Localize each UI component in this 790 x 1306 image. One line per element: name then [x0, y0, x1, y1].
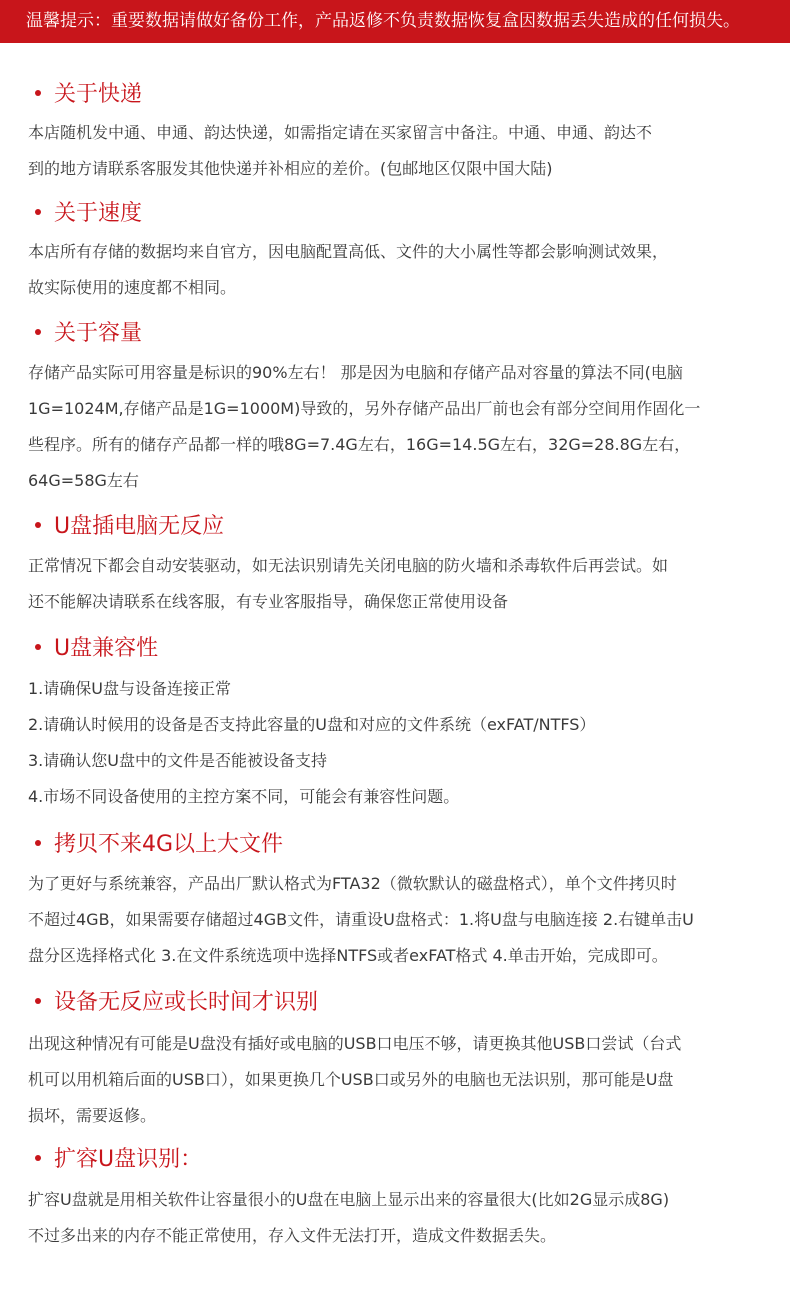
section-line: 扩容U盘就是用相关软件让容量很小的U盘在电脑上显示出来的容量很大(比如2G显示成8G)	[28, 1190, 670, 1209]
section-line: 存储产品实际可用容量是标识的90%左右！ 那是因为电脑和存储产品对容量的算法不同(电脑	[28, 363, 683, 382]
section-line: 1G=1024M,存储产品是1G=1000M)导致的，另外存储产品出厂前也会有部分空间用作固化一	[28, 399, 701, 418]
section-title-compatibility	[30, 634, 158, 664]
section-line: 不过多出来的内存不能正常使用，存入文件无法打开，造成文件数据丢失。	[28, 1226, 557, 1245]
section-line: 为了更好与系统兼容，产品出厂默认格式为FTA32（微软默认的磁盘格式），单个文件拷贝时	[28, 874, 677, 893]
section-title-slow-recognition	[30, 988, 318, 1018]
section-title-text: U盘兼容性	[54, 636, 159, 661]
section-line: 盘分区选择格式化 3.在文件系统选项中选择NTFS或者exFAT格式 4.单击开始，完成即可。	[28, 946, 668, 965]
section-line: 2.请确认时候用的设备是否支持此容量的U盘和对应的文件系统（exFAT/NTFS）	[28, 715, 596, 734]
section-title-speed	[30, 199, 142, 229]
section-title-shipping	[30, 80, 142, 110]
section-line: 正常情况下都会自动安装驱动，如无法识别请先关闭电脑的防火墙和杀毒软件后再尝试。如	[28, 556, 669, 575]
section-line: 故实际使用的速度都不相同。	[28, 278, 237, 297]
section-title-text: 关于快递	[54, 82, 143, 107]
section-title-text: 关于速度	[54, 201, 143, 226]
section-line: 不超过4GB，如果需要存储超过4GB文件，请重设U盘格式：1.将U盘与电脑连接 2.右键单击U	[28, 910, 694, 929]
bullet-dot-icon	[35, 329, 41, 335]
section-title-large-files	[30, 830, 283, 860]
bullet-dot-icon	[35, 840, 41, 846]
section-title-text: U盘插电脑无反应	[54, 514, 225, 539]
section-line: 机可以用机箱后面的USB口），如果更换几个USB口或另外的电脑也无法识别，那可能是U盘	[28, 1070, 674, 1089]
section-line: 3.请确认您U盘中的文件是否能被设备支持	[28, 751, 327, 770]
bullet-dot-icon	[35, 90, 41, 96]
bullet-dot-icon	[35, 522, 41, 528]
section-line: 还不能解决请联系在线客服，有专业客服指导，确保您正常使用设备	[28, 592, 509, 611]
section-title-text: 关于容量	[54, 321, 143, 346]
section-line: 些程序。所有的储存产品都一样的哦8G=7.4G左右，16G=14.5G左右，32G=28.8G左右，	[28, 435, 691, 454]
bullet-dot-icon	[35, 998, 41, 1004]
section-line: 64G=58G左右	[28, 471, 139, 490]
section-title-fake-capacity	[30, 1145, 202, 1175]
section-line: 本店随机发中通、申通、韵达快递，如需指定请在买家留言中备注。中通、申通、韵达不	[28, 123, 653, 142]
section-line: 本店所有存储的数据均来自官方，因电脑配置高低、文件的大小属性等都会影响测试效果，	[28, 242, 669, 261]
bullet-dot-icon	[35, 644, 41, 650]
section-title-text: 扩容U盘识别：	[54, 1147, 203, 1172]
section-title-text: 拷贝不来4G以上大文件	[54, 832, 284, 857]
section-line: 1.请确保U盘与设备连接正常	[28, 679, 231, 698]
section-line: 到的地方请联系客服发其他快递并补相应的差价。(包邮地区仅限中国大陆)	[28, 159, 553, 178]
bullet-dot-icon	[35, 1155, 41, 1161]
section-line: 出现这种情况有可能是U盘没有插好或电脑的USB口电压不够，请更换其他USB口尝试（台式	[28, 1034, 682, 1053]
warning-banner: 温馨提示：重要数据请做好备份工作，产品返修不负责数据恢复盒因数据丢失造成的任何损失。	[0, 0, 790, 43]
section-title-text: 设备无反应或长时间才识别	[54, 990, 319, 1015]
section-line: 损坏，需要返修。	[28, 1106, 157, 1125]
section-title-no-response	[30, 512, 224, 542]
section-line: 4.市场不同设备使用的主控方案不同，可能会有兼容性问题。	[28, 787, 460, 806]
bullet-dot-icon	[35, 209, 41, 215]
section-title-capacity	[30, 319, 142, 349]
